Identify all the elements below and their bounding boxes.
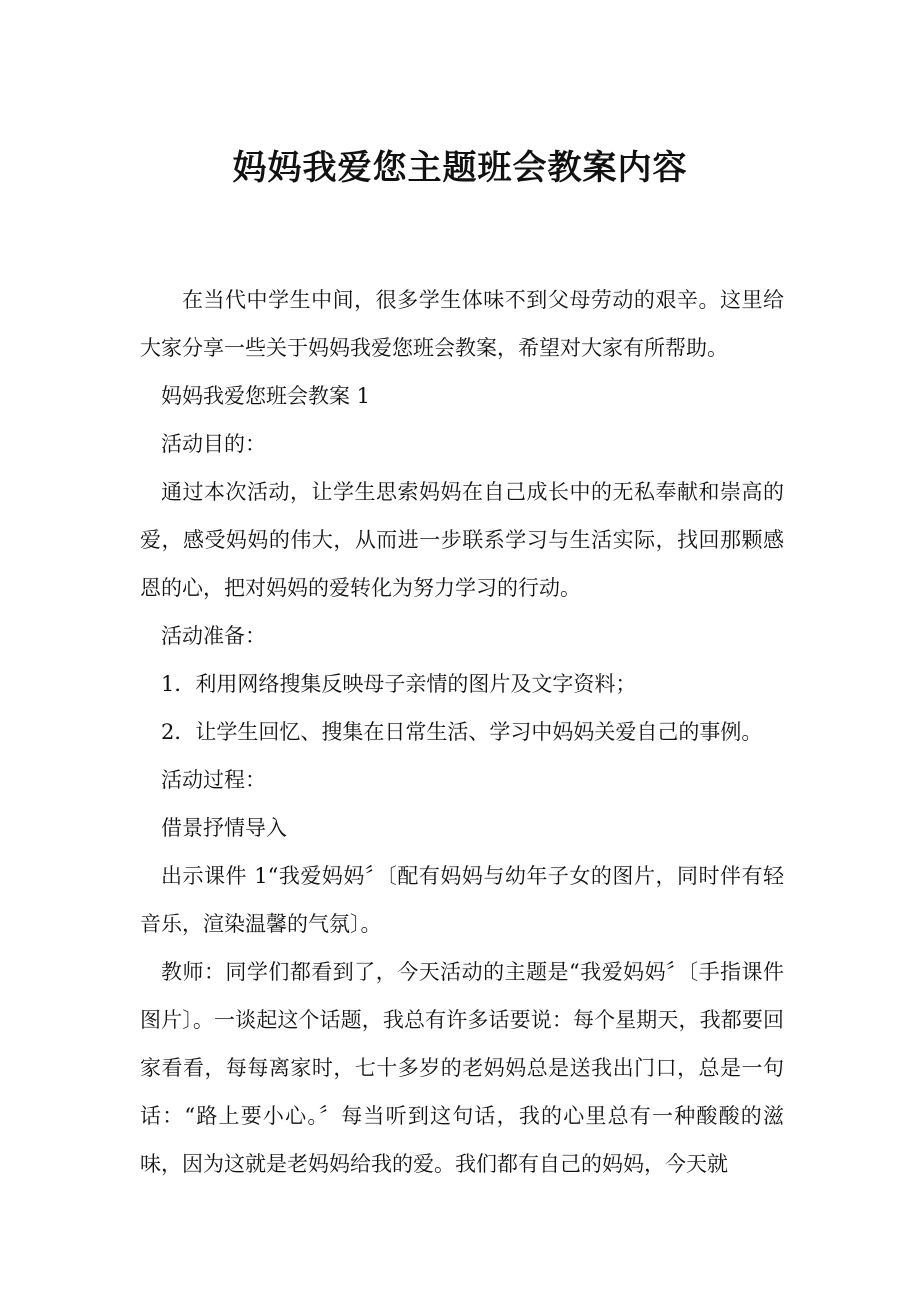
section-heading: 妈妈我爱您班会教案 1 xyxy=(161,384,371,408)
process-step-heading: 借景抒情导入 xyxy=(161,816,287,840)
document-body xyxy=(140,276,784,1188)
subheading-goal: 活动目的： xyxy=(161,432,266,456)
preparation-item: 2．让学生回忆、搜集在日常生活、学习中妈妈关爱自己的事例。 xyxy=(161,720,763,744)
intro-paragraph: 在当代中学生中间，很多学生体味不到父母劳动的艰辛。这里给大家分享一些关于妈妈我爱您班会教案，希望对大家有所帮助。 xyxy=(140,288,784,360)
goal-paragraph: 通过本次活动，让学生思索妈妈在自己成长中的无私奉献和崇高的爱，感受妈妈的伟大，从而进一步联系学习与生活实际，找回那颗感恩的心，把对妈妈的爱转化为努力学习的行动。 xyxy=(140,480,784,600)
process-paragraph: 出示课件 1“我爱妈妈〞〔配有妈妈与幼年子女的图片，同时伴有轻音乐，渲染温馨的气氛〕。 xyxy=(140,864,784,936)
teacher-paragraph: 教师：同学们都看到了，今天活动的主题是“我爱妈妈〞〔手指课件图片〕。一谈起这个话题，我总有许多话要说：每个星期天，我都要回家看看，每每离家时，七十多岁的老妈妈总是送我出门口，总是一句话：“路上要小心。〞每当听到这句话，我的心里总有一种酸酸的滋味，因为这就是老妈妈给我的爱。我们都有自己的妈妈，今天就 xyxy=(140,960,784,1176)
preparation-item: 1．利用网络搜集反映母子亲情的图片及文字资料； xyxy=(161,672,637,696)
subheading-process: 活动过程： xyxy=(161,768,266,792)
subheading-preparation: 活动准备： xyxy=(161,624,266,648)
page-title: 妈妈我爱您主题班会教案内容 xyxy=(232,148,688,188)
